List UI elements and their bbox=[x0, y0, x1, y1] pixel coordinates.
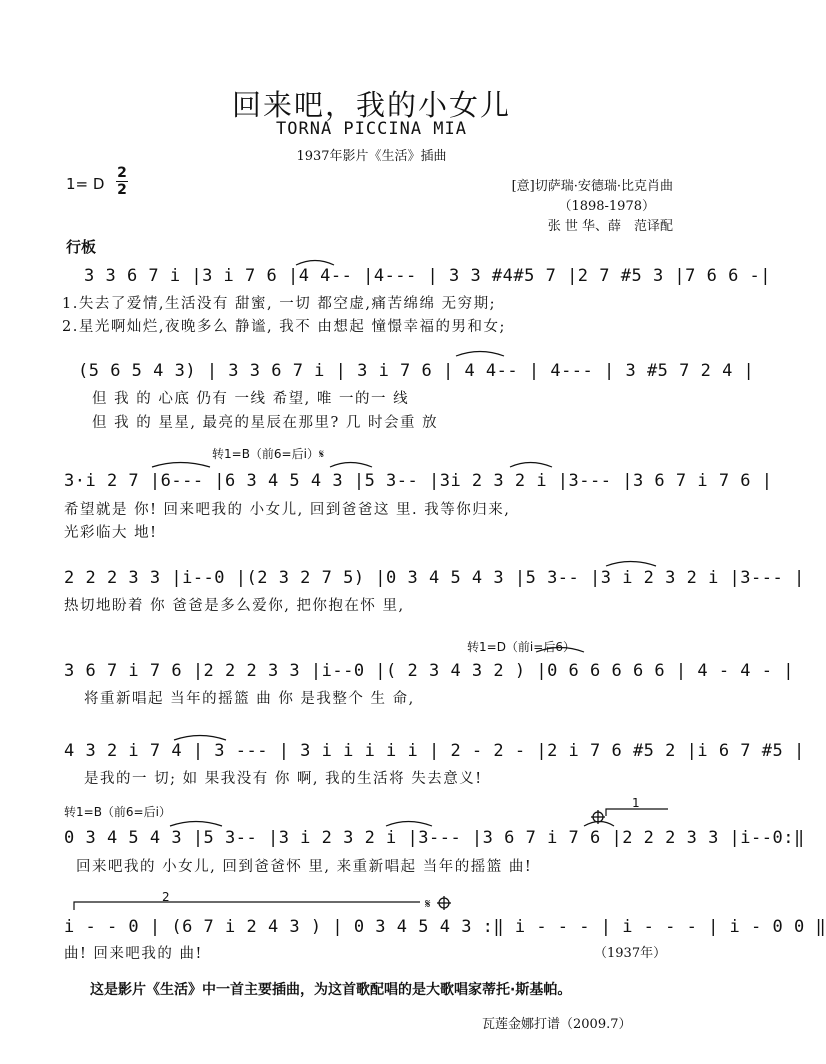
lyric-row-7: 回来吧我的 小女儿, 回到爸爸怀 里, 来重新唱起 当年的摇篮 曲! bbox=[76, 859, 533, 875]
page-title: 回来吧，我的小女儿 bbox=[231, 88, 511, 122]
lyric-row-4: 热切地盼着 你 爸爸是多么爱你, 把你抱在怀 里, bbox=[64, 598, 405, 614]
footer-note: 这是影片《生活》中一首主要插曲，为这首歌配唱的是大歌唱家蒂托·斯基帕。 bbox=[90, 982, 572, 998]
signature: 瓦莲金娜打谱（2009.7） bbox=[482, 1017, 632, 1032]
slur-6 bbox=[606, 562, 656, 567]
notation-row-6: 4 3 2 i 7 4 | 3 --- | 3 i i i i i | 2 - 2 - |2 i 7 6 #5 2 |i 6 7 #5 | bbox=[64, 741, 805, 761]
modulation-mark-1: 转1=B（前6=后i）𝄋 bbox=[212, 447, 325, 461]
slur-8 bbox=[174, 736, 226, 741]
notation-row-8: i - - 0 | (6 7 i 2 4 3 ) | 0 3 4 5 4 3 :‖ i - - - | i - - - | i - 0 0 ‖ bbox=[64, 917, 826, 937]
composer-years: （1898-1978） bbox=[558, 199, 655, 214]
lyric-row-6: 是我的一 切; 如 果我没有 你 啊, 我的生活将 失去意义! bbox=[84, 771, 483, 787]
translators: 张 世 华、薛 范译配 bbox=[547, 219, 673, 234]
slur-10 bbox=[386, 822, 432, 827]
notation-row-1: 3 3 6 7 i |3 i 7 6 |4 4-- |4--- | 3 3 #4#5 7 |2 7 #5 3 |7 6 6 -| bbox=[84, 266, 772, 286]
slur-7 bbox=[536, 648, 584, 653]
notation-row-7: 0 3 4 5 4 3 |5 3-- |3 i 2 3 2 i |3--- |3 6 7 i 7 6 |2 2 2 3 3 |i--0:‖ bbox=[64, 828, 805, 848]
notation-row-5: 3 6 7 i 7 6 |2 2 2 3 3 |i--0 |( 2 3 4 3 2 ) |0 6 6 6 6 6 | 4 - 4 - | bbox=[64, 661, 794, 681]
volta-2-label: 2 bbox=[162, 890, 170, 904]
composer: [意]切萨瑞·安德瑞·比克肖曲 bbox=[511, 179, 673, 194]
slur-1 bbox=[296, 261, 334, 266]
notation-row-2: (5 6 5 4 3) | 3 3 6 7 i | 3 i 7 6 | 4 4-- | 4--- | 3 #5 7 2 4 | bbox=[78, 361, 755, 381]
slur-9 bbox=[170, 822, 222, 827]
lyric-row-3-verse-2: 光彩临大 地! bbox=[64, 525, 158, 541]
film-note: 1937年影片《生活》插曲 bbox=[296, 149, 447, 164]
slur-2 bbox=[456, 352, 504, 357]
lyric-row-2-verse-1: 但 我 的 心底 仍有 一线 希望, 唯 一的一 线 bbox=[92, 391, 410, 407]
tempo-marking: 行板 bbox=[66, 238, 97, 256]
lyric-row-1-verse-1: 1.失去了爱情,生活没有 甜蜜, 一切 都空虚,痛苦绵绵 无穷期; bbox=[62, 296, 496, 312]
lyric-row-3-verse-1: 希望就是 你! 回来吧我的 小女儿, 回到爸爸这 里. 我等你归来, bbox=[64, 502, 511, 518]
time-sig-bottom: 2 bbox=[117, 182, 127, 198]
modulation-mark-2: 转1=D（前i=后6） bbox=[467, 640, 575, 654]
volta-2-bracket bbox=[74, 902, 420, 910]
lyric-row-1-verse-2: 2.星光啊灿烂,夜晚多么 静谧, 我不 由想起 憧憬幸福的男和女; bbox=[62, 319, 506, 335]
slur-4 bbox=[330, 463, 372, 468]
lyric-row-2-verse-2: 但 我 的 星星, 最亮的星辰在那里? 几 时会重 放 bbox=[92, 415, 439, 431]
slur-5 bbox=[510, 463, 552, 468]
lyric-row-8: 曲! 回来吧我的 曲! bbox=[64, 946, 203, 962]
volta-1-bracket bbox=[606, 809, 668, 816]
notation-row-3: 3·i 2 7 |6--- |6 3 4 5 4 3 |5 3-- |3i 2 3 2 i |3--- |3 6 7 i 7 6 | bbox=[64, 471, 773, 491]
modulation-mark-3: 转1=B（前6=后i） bbox=[64, 805, 171, 819]
lyric-row-5: 将重新唱起 当年的摇篮 曲 你 是我整个 生 命, bbox=[84, 691, 415, 707]
key-signature: 1= D bbox=[66, 175, 105, 193]
slur-3 bbox=[152, 463, 210, 468]
year-tag: （1937年） bbox=[594, 946, 667, 961]
original-title: TORNA PICCINA MIA bbox=[276, 119, 467, 139]
segno-icon: 𝄋 bbox=[425, 897, 431, 912]
time-sig-top: 2 bbox=[117, 165, 127, 181]
volta-1-label: 1 bbox=[632, 796, 640, 810]
notation-row-4: 2 2 2 3 3 |i--0 |(2 3 2 7 5) |0 3 4 5 4 3 |5 3-- |3 i 2 3 2 i |3--- | bbox=[64, 568, 805, 588]
